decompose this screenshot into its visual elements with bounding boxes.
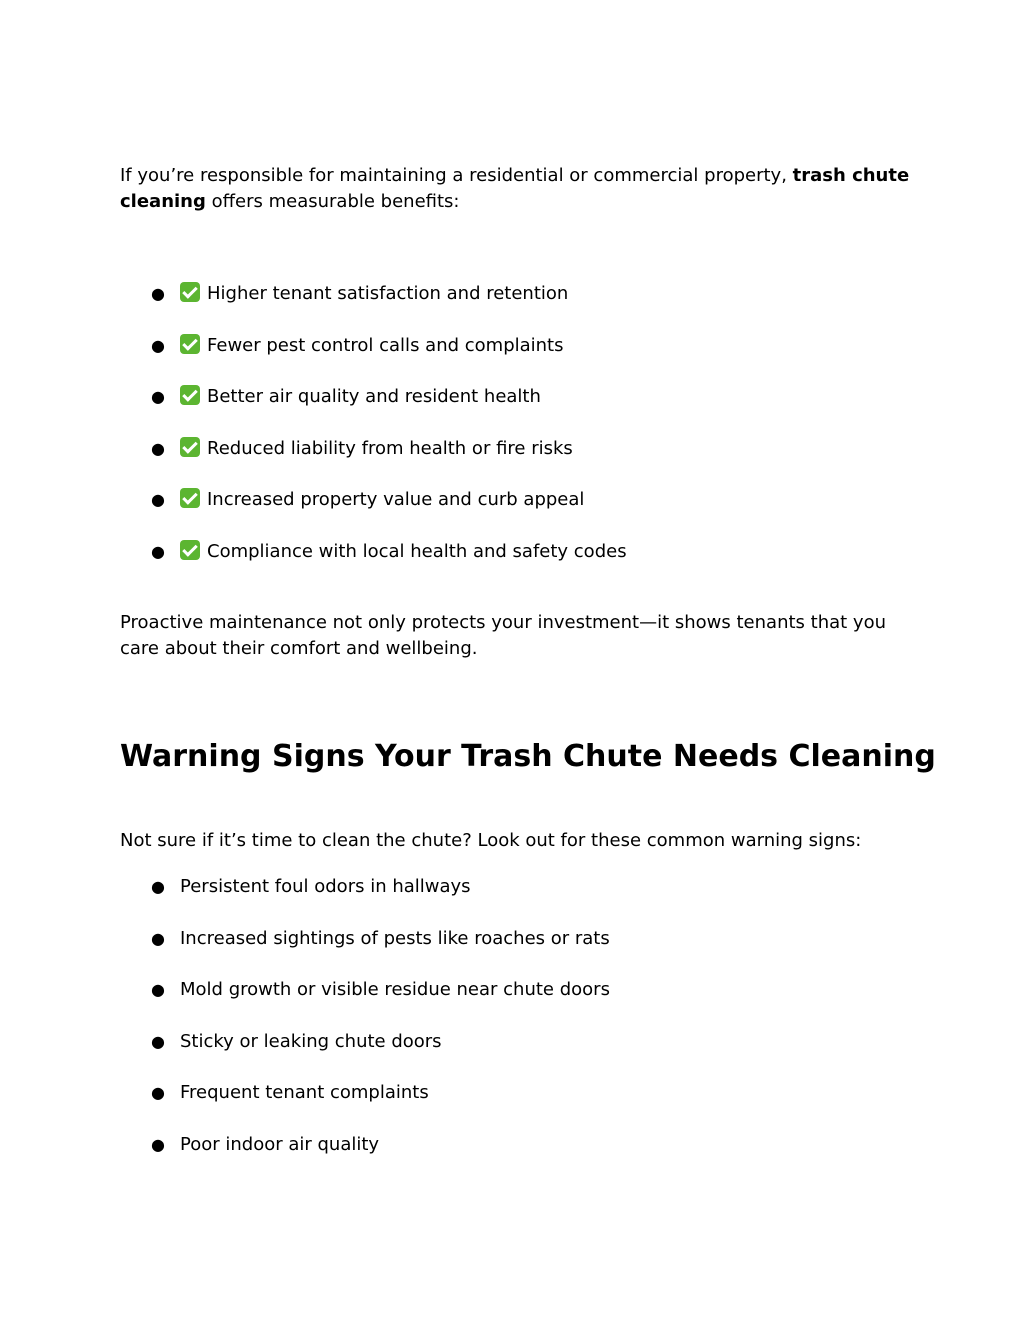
bullet-icon: ● — [151, 438, 165, 458]
benefits-list — [120, 281, 910, 590]
list-item — [120, 926, 910, 978]
bullet-icon: ● — [151, 928, 165, 948]
check-mark-icon — [180, 334, 200, 354]
list-item — [120, 384, 910, 436]
intro-text-after: offers measurable benefits: — [205, 191, 460, 212]
bullet-icon: ● — [151, 980, 165, 999]
check-mark-icon — [180, 488, 200, 508]
intro-bold-phrase: trash chute cleaning — [120, 165, 910, 212]
proactive-paragraph: Proactive maintenance not only protects your investment—it shows tenants that you care about their comfort and wellbeing. — [120, 612, 886, 659]
warning-intro-paragraph: Not sure if it’s time to clean the chute? Look out for these common warning signs: — [120, 830, 862, 851]
bullet-icon: ● — [151, 541, 165, 561]
bullet-icon: ● — [151, 1134, 165, 1154]
bullet-icon: ● — [151, 877, 165, 896]
bullet-icon: ● — [151, 387, 165, 406]
warning-sign-text: Increased sightings of pests like roaches or rats — [180, 927, 610, 949]
warning-signs-list — [120, 874, 910, 1183]
list-item — [120, 977, 910, 1029]
section-heading: Warning Signs Your Trash Chute Needs Cleaning — [120, 739, 936, 774]
benefit-text: Compliance with local health and safety codes — [207, 540, 627, 562]
warning-sign-text: Poor indoor air quality — [180, 1133, 380, 1155]
intro-paragraph — [120, 163, 910, 215]
benefit-text: Higher tenant satisfaction and retention — [207, 283, 569, 304]
check-mark-icon — [180, 540, 200, 560]
list-item — [120, 333, 910, 385]
warning-sign-text: Sticky or leaking chute doors — [180, 1030, 442, 1052]
bullet-icon: ● — [151, 1083, 165, 1102]
list-item — [120, 1132, 910, 1184]
list-item — [120, 281, 910, 333]
check-mark-icon — [180, 385, 200, 405]
bullet-icon: ● — [151, 1031, 165, 1051]
bullet-icon: ● — [151, 490, 165, 509]
bullet-icon: ● — [151, 284, 165, 303]
bullet-icon: ● — [151, 335, 165, 355]
benefit-text: Reduced liability from health or fire risks — [207, 437, 573, 459]
check-mark-icon — [180, 282, 200, 302]
warning-sign-text: Mold growth or visible residue near chute doors — [180, 979, 610, 1000]
list-item — [120, 487, 910, 539]
list-item — [120, 1029, 910, 1081]
list-item — [120, 1080, 910, 1132]
list-item — [120, 874, 910, 926]
warning-sign-text: Frequent tenant complaints — [180, 1082, 429, 1103]
warning-sign-text: Persistent foul odors in hallways — [180, 876, 471, 897]
list-item — [120, 436, 910, 488]
list-item — [120, 539, 910, 591]
benefit-text: Increased property value and curb appeal — [207, 489, 585, 510]
benefit-text: Better air quality and resident health — [207, 386, 541, 407]
check-mark-icon — [180, 437, 200, 457]
benefit-text: Fewer pest control calls and complaints — [207, 334, 564, 356]
intro-text-before: If you’re responsible for maintaining a residential or commercial property, — [120, 165, 793, 186]
